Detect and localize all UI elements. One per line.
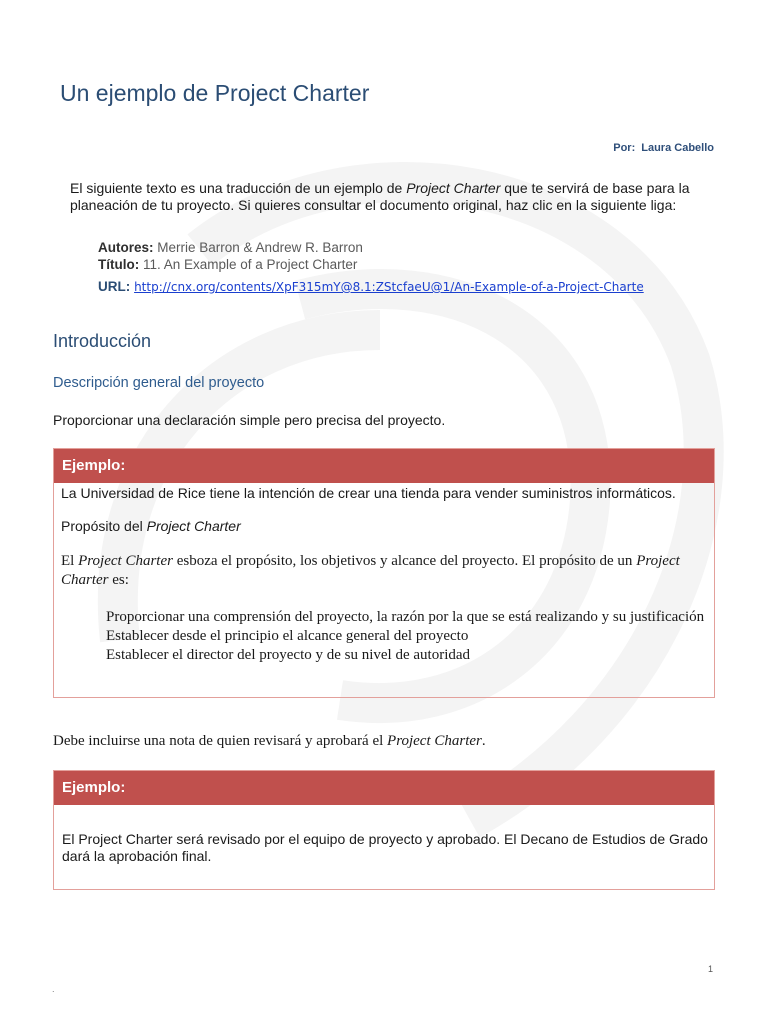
para-emph-1: Project Charter — [78, 553, 173, 569]
example-1-paragraph — [61, 552, 707, 590]
subtitle-prefix: Propósito del — [61, 518, 147, 534]
authors-value: Merrie Barron & Andrew R. Barron — [153, 240, 363, 255]
byline-label: Por: — [613, 142, 636, 154]
example-1-subtitle — [61, 518, 241, 534]
heading-descripcion-general: Descripción general del proyecto — [53, 375, 265, 391]
reference-url — [98, 278, 644, 296]
byline-author: Laura Cabello — [641, 142, 714, 154]
byline — [613, 142, 714, 154]
intro-paragraph — [70, 180, 710, 214]
purpose-list — [106, 608, 704, 665]
overview-paragraph: Proporcionar una declaración simple pero precisa del proyecto. — [53, 412, 446, 428]
para-emph-2: Project Charter — [61, 553, 680, 588]
example-2-text: El Project Charter será revisado por el equipo de proyecto y aprobado. El Decano de Estudios de Grado dará la aprobación final. — [62, 831, 708, 864]
note-suffix: . — [481, 733, 486, 749]
purpose-item: Establecer el director del proyecto y de su nivel de autoridad — [106, 647, 471, 663]
title-label: Título: — [98, 257, 140, 272]
heading-introduccion: Introducción — [53, 331, 152, 351]
subtitle-emphasis: Project Charter — [146, 518, 241, 534]
source-link[interactable]: http://cnx.org/contents/XpF315mY@8.1:ZStcfaeU@1/An-Example-of-a-Project-Charte — [134, 280, 644, 294]
para-text-1: El — [61, 553, 79, 569]
page-title: Un ejemplo de Project Charter — [60, 80, 370, 106]
title-value: 11. An Example of a Project Charter — [139, 257, 358, 272]
para-text-2: esboza el propósito, los objetivos y alcance del proyecto. El propósito de un — [172, 553, 637, 569]
purpose-item: Establecer desde el principio el alcance general del proyecto — [106, 628, 469, 644]
example-box-1 — [53, 448, 715, 698]
intro-emphasis: Project Charter — [406, 180, 501, 196]
example-1-line: La Universidad de Rice tiene la intención de crear una tienda para vender suministros informáticos. — [61, 485, 676, 501]
url-label: URL: — [98, 279, 131, 294]
reference-authors — [98, 239, 644, 256]
note-text: Debe incluirse una nota de quien revisará y aprobará el — [53, 733, 388, 749]
example-box-2 — [53, 770, 715, 890]
approval-note — [53, 733, 486, 750]
intro-text-2: que te servirá de base para la planeación de tu proyecto. Si quieres consultar el documento original, haz clic en la siguiente liga: — [70, 180, 690, 213]
purpose-item: Proporcionar una comprensión del proyecto, la razón por la que se está realizando y su justificación — [106, 609, 705, 625]
footer-mark: . — [52, 984, 55, 994]
authors-label: Autores: — [98, 240, 154, 255]
reference-title — [98, 256, 644, 273]
page-number: 1 — [708, 964, 714, 974]
example-box-1-header: Ejemplo: — [54, 449, 714, 483]
para-text-3: es: — [108, 572, 129, 588]
note-emphasis: Project Charter — [387, 733, 482, 749]
example-box-2-header: Ejemplo: — [54, 771, 714, 805]
intro-text-1: El siguiente texto es una traducción de un ejemplo de — [70, 180, 407, 196]
reference-block — [98, 239, 644, 296]
